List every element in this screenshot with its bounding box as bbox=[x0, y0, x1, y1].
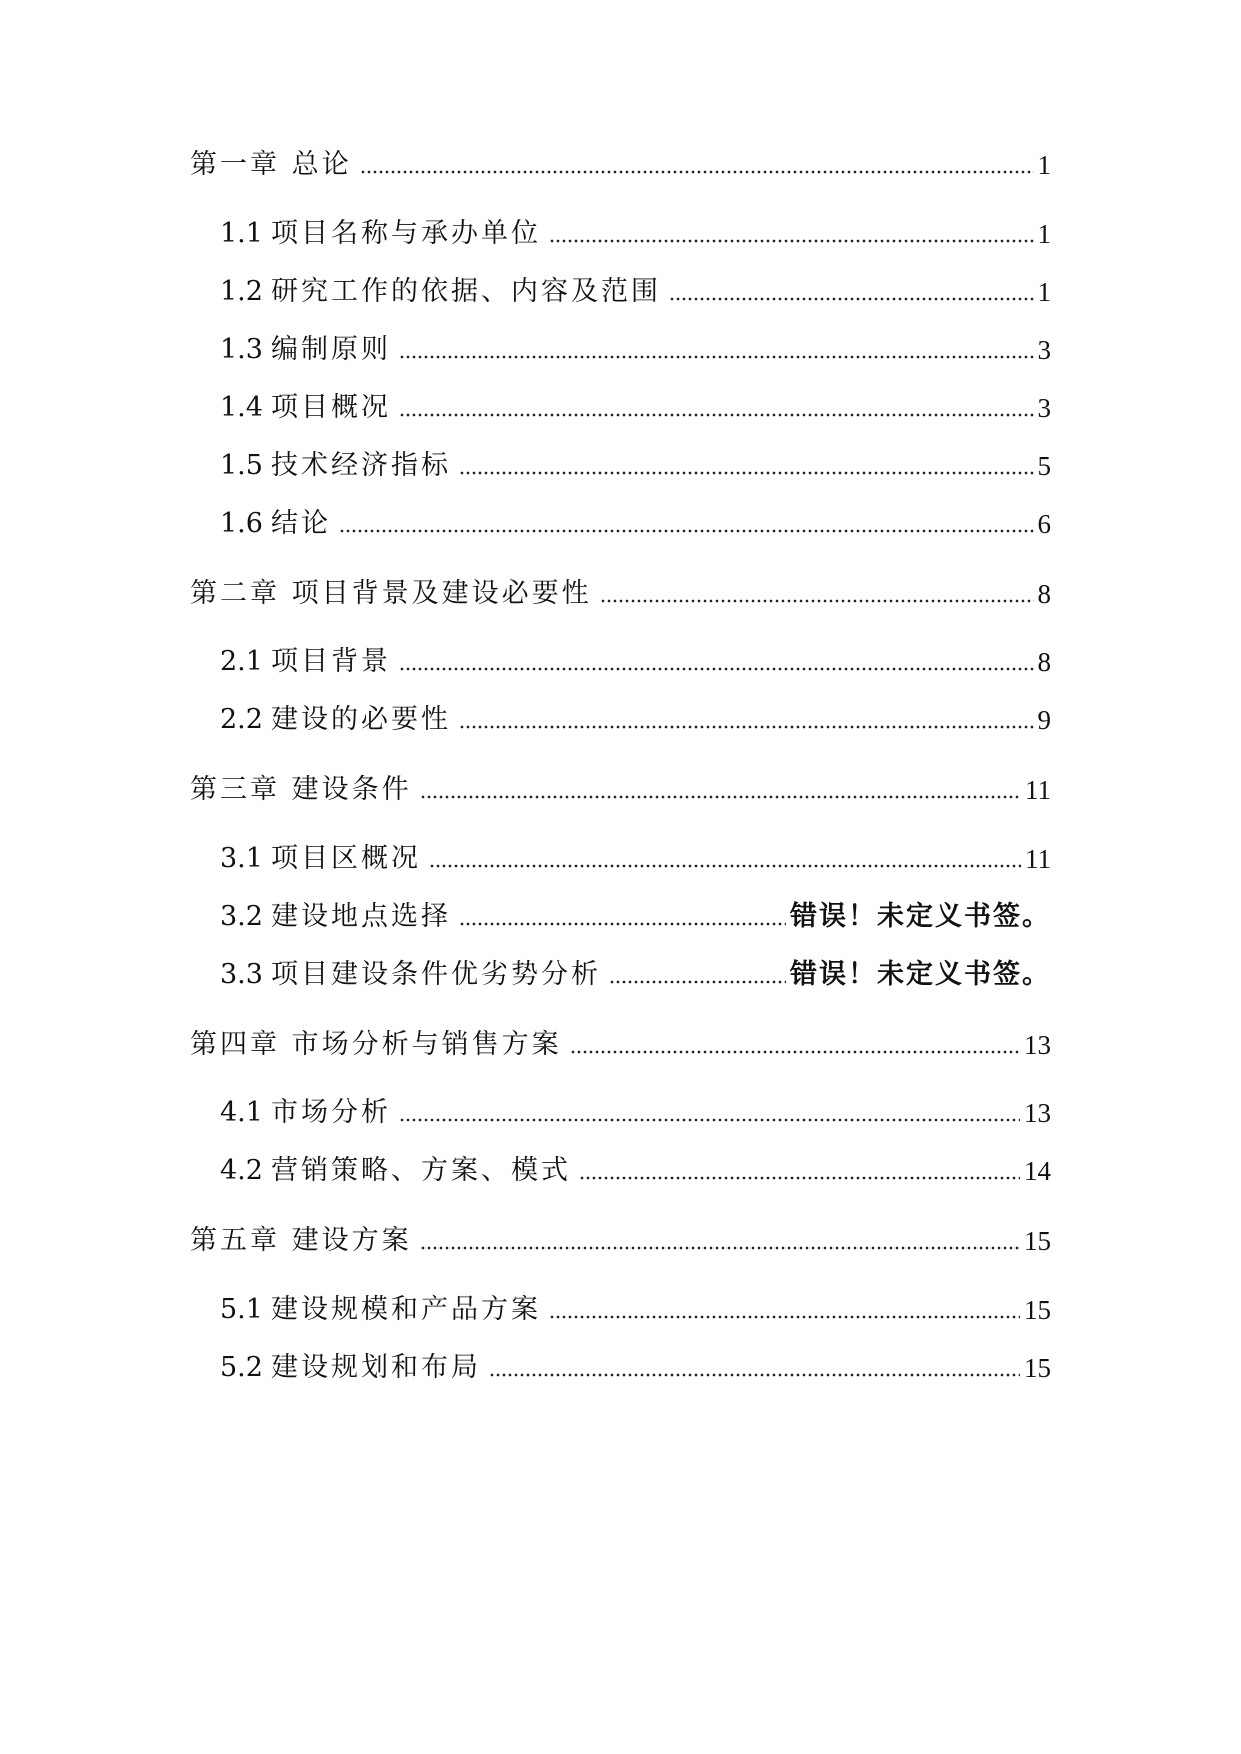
toc-section-number: 4.1 bbox=[220, 1097, 263, 1128]
toc-dot-leader bbox=[459, 921, 786, 927]
toc-page-number: 13 bbox=[1024, 1030, 1051, 1060]
toc-section-title: 市场分析 bbox=[270, 1097, 391, 1128]
toc-entry-title bbox=[220, 504, 331, 544]
toc-entry-title bbox=[220, 1151, 571, 1191]
toc-chapter-2[interactable] bbox=[190, 574, 1051, 614]
toc-chapter-1[interactable] bbox=[190, 145, 1051, 185]
toc-dot-leader bbox=[420, 794, 1021, 800]
toc-section-1-1[interactable] bbox=[220, 214, 1051, 254]
toc-entry-title bbox=[220, 642, 391, 682]
toc-section-number: 2.2 bbox=[220, 704, 263, 735]
toc-section-number: 1.4 bbox=[220, 392, 263, 423]
toc-dot-leader bbox=[399, 412, 1034, 418]
toc-section-title: 项目建设条件优劣势分析 bbox=[270, 959, 601, 990]
toc-bookmark-error: 错误！未定义书签。 bbox=[790, 959, 1051, 990]
toc-section-title: 建设地点选择 bbox=[270, 901, 451, 932]
toc-section-number: 1.6 bbox=[220, 508, 263, 539]
toc-entry-title: 第一章 总论 bbox=[190, 149, 352, 180]
toc-page-number: 9 bbox=[1037, 705, 1051, 735]
toc-dot-leader bbox=[579, 1175, 1020, 1181]
toc-section-5-1[interactable] bbox=[220, 1290, 1051, 1330]
toc-entry-title bbox=[220, 839, 421, 879]
toc-section-number: 3.2 bbox=[220, 901, 263, 932]
toc-dot-leader bbox=[489, 1372, 1020, 1378]
toc-dot-leader bbox=[399, 1117, 1020, 1123]
toc-section-number: 1.2 bbox=[220, 276, 263, 307]
toc-section-3-1[interactable] bbox=[220, 839, 1051, 879]
toc-page-number: 1 bbox=[1037, 277, 1051, 307]
toc-page-number: 15 bbox=[1024, 1295, 1051, 1325]
toc-dot-leader bbox=[399, 666, 1034, 672]
toc-dot-leader bbox=[549, 238, 1034, 244]
toc-section-title: 研究工作的依据、内容及范围 bbox=[270, 276, 661, 307]
toc-page-number: 15 bbox=[1024, 1226, 1051, 1256]
toc-page-number: 13 bbox=[1024, 1098, 1051, 1128]
toc-page-number: 14 bbox=[1024, 1156, 1051, 1186]
toc-section-number: 2.1 bbox=[220, 646, 263, 677]
toc-entry-title: 第四章 市场分析与销售方案 bbox=[190, 1029, 562, 1060]
toc-dot-leader bbox=[570, 1049, 1020, 1055]
toc-entry-title bbox=[220, 446, 451, 486]
toc-entry-title bbox=[220, 330, 391, 370]
toc-page-number: 6 bbox=[1037, 509, 1051, 539]
toc-section-4-2[interactable] bbox=[220, 1151, 1051, 1191]
toc-page-number: 11 bbox=[1025, 844, 1051, 874]
toc-page-number: 3 bbox=[1037, 335, 1051, 365]
toc-section-number: 5.2 bbox=[220, 1352, 263, 1383]
toc-chapter-3[interactable] bbox=[190, 770, 1051, 810]
toc-section-title: 项目概况 bbox=[270, 392, 391, 423]
toc-entry-title bbox=[220, 1093, 391, 1133]
toc-entry-title bbox=[220, 388, 391, 428]
toc-dot-leader bbox=[669, 296, 1034, 302]
toc-dot-leader bbox=[459, 470, 1034, 476]
toc-entry-title bbox=[220, 955, 601, 995]
toc-section-title: 营销策略、方案、模式 bbox=[270, 1155, 571, 1186]
toc-section-title: 编制原则 bbox=[270, 334, 391, 365]
toc-page-number: 1 bbox=[1037, 219, 1051, 249]
toc-page-number: 15 bbox=[1024, 1353, 1051, 1383]
toc-section-1-2[interactable] bbox=[220, 272, 1051, 312]
toc-entry-title: 第二章 项目背景及建设必要性 bbox=[190, 578, 592, 609]
toc-section-title: 建设的必要性 bbox=[270, 704, 451, 735]
toc-section-1-6[interactable] bbox=[220, 504, 1051, 544]
toc-dot-leader bbox=[459, 724, 1034, 730]
toc-entry-title bbox=[220, 1290, 541, 1330]
toc-section-title: 结论 bbox=[270, 508, 331, 539]
toc-section-4-1[interactable] bbox=[220, 1093, 1051, 1133]
toc-entry-title bbox=[220, 272, 661, 312]
toc-section-1-3[interactable] bbox=[220, 330, 1051, 370]
toc-section-title: 项目背景 bbox=[270, 646, 391, 677]
toc-dot-leader bbox=[609, 979, 786, 985]
toc-entry-title: 第五章 建设方案 bbox=[190, 1225, 412, 1256]
toc-section-3-3[interactable] bbox=[220, 955, 1051, 995]
toc-section-3-2[interactable] bbox=[220, 897, 1051, 937]
toc-section-title: 项目名称与承办单位 bbox=[270, 218, 541, 249]
toc-page-number: 8 bbox=[1037, 647, 1051, 677]
toc-section-number: 1.5 bbox=[220, 450, 263, 481]
toc-page-number: 5 bbox=[1037, 451, 1051, 481]
toc-section-2-1[interactable] bbox=[220, 642, 1051, 682]
toc-entry-title bbox=[220, 700, 451, 740]
toc-section-1-5[interactable] bbox=[220, 446, 1051, 486]
toc-dot-leader bbox=[339, 528, 1034, 534]
toc-section-1-4[interactable] bbox=[220, 388, 1051, 428]
toc-section-number: 3.1 bbox=[220, 843, 263, 874]
toc-dot-leader bbox=[360, 169, 1034, 175]
toc-dot-leader bbox=[399, 354, 1034, 360]
toc-chapter-5[interactable] bbox=[190, 1221, 1051, 1261]
toc-page-number: 11 bbox=[1025, 775, 1051, 805]
toc-entry-title bbox=[220, 214, 541, 254]
toc-entry-title: 第三章 建设条件 bbox=[190, 774, 412, 805]
toc-chapter-4[interactable] bbox=[190, 1025, 1051, 1065]
toc-section-number: 1.1 bbox=[220, 218, 263, 249]
toc-bookmark-error: 错误！未定义书签。 bbox=[790, 901, 1051, 932]
toc-dot-leader bbox=[549, 1314, 1020, 1320]
toc-entry-title bbox=[220, 897, 451, 937]
toc-page-number: 8 bbox=[1037, 579, 1051, 609]
toc-section-title: 技术经济指标 bbox=[270, 450, 451, 481]
toc-section-5-2[interactable] bbox=[220, 1348, 1051, 1388]
toc-section-number: 1.3 bbox=[220, 334, 263, 365]
toc-dot-leader bbox=[420, 1245, 1020, 1251]
toc-section-number: 4.2 bbox=[220, 1155, 263, 1186]
toc-section-title: 项目区概况 bbox=[270, 843, 421, 874]
toc-dot-leader bbox=[429, 863, 1021, 869]
toc-section-number: 3.3 bbox=[220, 959, 263, 990]
toc-page-number: 3 bbox=[1037, 393, 1051, 423]
toc-page-number: 1 bbox=[1037, 150, 1051, 180]
toc-entry-title bbox=[220, 1348, 481, 1388]
toc-dot-leader bbox=[600, 598, 1034, 604]
toc-section-title: 建设规划和布局 bbox=[270, 1352, 481, 1383]
toc-section-title: 建设规模和产品方案 bbox=[270, 1294, 541, 1325]
toc-section-2-2[interactable] bbox=[220, 700, 1051, 740]
toc-section-number: 5.1 bbox=[220, 1294, 263, 1325]
